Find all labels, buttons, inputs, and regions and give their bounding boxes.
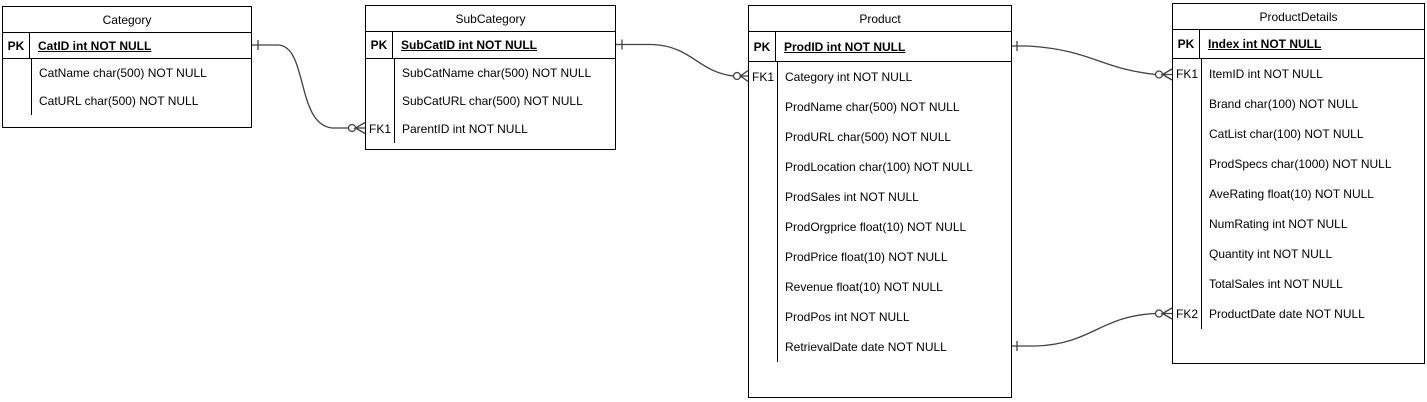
fk-badge bbox=[3, 87, 31, 115]
relationship-product-productdetails-itemid bbox=[1012, 41, 1172, 80]
table-row bbox=[749, 62, 1011, 92]
table-category bbox=[2, 6, 252, 128]
fk-badge bbox=[366, 59, 394, 87]
key-column-divider bbox=[777, 62, 778, 362]
relationship-path bbox=[252, 45, 349, 128]
field-label: CatList char(100) NOT NULL bbox=[1209, 127, 1364, 141]
fk-badge bbox=[749, 302, 777, 332]
table-row bbox=[1173, 119, 1424, 149]
fk-badge bbox=[749, 332, 777, 362]
fk-badge bbox=[1173, 239, 1201, 269]
field-label: ParentID int NOT NULL bbox=[402, 122, 528, 136]
relationship-path bbox=[1012, 46, 1156, 75]
table-subcategory bbox=[365, 5, 616, 150]
table-row bbox=[749, 212, 1011, 242]
crow-foot bbox=[1163, 69, 1173, 80]
key-column-divider bbox=[1201, 59, 1202, 329]
pk-field: Index int NOT NULL bbox=[1208, 37, 1322, 51]
zero-marker bbox=[734, 73, 741, 80]
table-row bbox=[1173, 89, 1424, 119]
fk-badge bbox=[749, 242, 777, 272]
fk-badge bbox=[1173, 269, 1201, 299]
table-row bbox=[749, 92, 1011, 122]
relationship-subcategory-product bbox=[616, 40, 748, 82]
fk-badge bbox=[749, 272, 777, 302]
field-label: ProdPrice float(10) NOT NULL bbox=[785, 250, 948, 264]
table-row bbox=[1173, 299, 1424, 329]
field-label: CatName char(500) NOT NULL bbox=[39, 66, 207, 80]
field-label: ProdOrgprice float(10) NOT NULL bbox=[785, 220, 967, 234]
table-row bbox=[366, 87, 615, 115]
field-label: ItemID int NOT NULL bbox=[1209, 67, 1323, 81]
table-row bbox=[1173, 179, 1424, 209]
field-label: AveRating float(10) NOT NULL bbox=[1209, 187, 1374, 201]
table-row bbox=[749, 302, 1011, 332]
field-label: ProductDate date NOT NULL bbox=[1209, 307, 1365, 321]
table-title: SubCategory bbox=[366, 6, 615, 32]
fk-badge bbox=[749, 182, 777, 212]
table-row bbox=[749, 152, 1011, 182]
field-label: SubCatName char(500) NOT NULL bbox=[402, 66, 592, 80]
fk-badge bbox=[749, 92, 777, 122]
pk-badge: PK bbox=[1173, 30, 1200, 58]
fk-badge bbox=[749, 212, 777, 242]
field-label: NumRating int NOT NULL bbox=[1209, 217, 1348, 231]
crow-foot bbox=[1163, 308, 1173, 319]
fk-badge bbox=[1173, 119, 1201, 149]
table-row bbox=[749, 332, 1011, 362]
fk-badge bbox=[749, 122, 777, 152]
pk-badge: PK bbox=[749, 32, 776, 61]
table-product bbox=[748, 5, 1012, 398]
fk-badge bbox=[3, 59, 31, 87]
field-label: Quantity int NOT NULL bbox=[1209, 247, 1333, 261]
zero-marker bbox=[1156, 71, 1163, 78]
crow-foot bbox=[356, 123, 366, 134]
table-productdetails bbox=[1172, 3, 1425, 364]
table-body bbox=[749, 62, 1011, 362]
fk-badge: FK1 bbox=[368, 122, 391, 136]
table-row bbox=[749, 242, 1011, 272]
field-label: Brand char(100) NOT NULL bbox=[1209, 97, 1359, 111]
field-label: CatURL char(500) NOT NULL bbox=[39, 94, 199, 108]
table-title: Category bbox=[3, 7, 251, 33]
field-label: ProdLocation char(100) NOT NULL bbox=[785, 160, 973, 174]
primary-key-row bbox=[1173, 30, 1424, 59]
field-label: RetrievalDate date NOT NULL bbox=[785, 340, 947, 354]
field-label: ProdPos int NOT NULL bbox=[785, 310, 910, 324]
fk-badge: FK1 bbox=[751, 70, 774, 84]
key-column-divider bbox=[31, 59, 32, 115]
table-row bbox=[3, 59, 251, 87]
table-row bbox=[749, 272, 1011, 302]
pk-field: SubCatID int NOT NULL bbox=[401, 38, 537, 52]
fk-badge bbox=[1173, 179, 1201, 209]
table-body bbox=[1173, 59, 1424, 329]
table-row bbox=[1173, 269, 1424, 299]
relationship-product-productdetails-date bbox=[1012, 308, 1172, 351]
relationship-path bbox=[1012, 314, 1156, 347]
fk-badge bbox=[1173, 89, 1201, 119]
table-row bbox=[1173, 149, 1424, 179]
table-row bbox=[749, 182, 1011, 212]
relationship-path bbox=[616, 45, 734, 77]
table-body bbox=[366, 59, 615, 143]
field-label: ProdURL char(500) NOT NULL bbox=[785, 130, 952, 144]
pk-field: CatID int NOT NULL bbox=[38, 38, 152, 53]
fk-badge bbox=[749, 152, 777, 182]
table-title: ProductDetails bbox=[1173, 4, 1424, 30]
table-row bbox=[1173, 59, 1424, 89]
field-label: ProdSpecs char(1000) NOT NULL bbox=[1209, 157, 1392, 171]
table-row bbox=[1173, 209, 1424, 239]
primary-key-row bbox=[3, 33, 251, 59]
primary-key-row bbox=[749, 32, 1011, 62]
table-row bbox=[366, 115, 615, 143]
field-label: Revenue float(10) NOT NULL bbox=[785, 280, 943, 294]
fk-badge: FK2 bbox=[1175, 307, 1198, 321]
crow-foot bbox=[741, 71, 749, 82]
zero-marker bbox=[1156, 310, 1163, 317]
table-row bbox=[1173, 239, 1424, 269]
table-title: Product bbox=[749, 6, 1011, 32]
table-row bbox=[366, 59, 615, 87]
field-label: TotalSales int NOT NULL bbox=[1209, 277, 1343, 291]
fk-badge bbox=[1173, 209, 1201, 239]
field-label: Category int NOT NULL bbox=[785, 70, 913, 84]
key-column-divider bbox=[394, 59, 395, 143]
fk-badge: FK1 bbox=[1175, 67, 1198, 81]
table-row bbox=[3, 87, 251, 115]
pk-field: ProdID int NOT NULL bbox=[784, 39, 906, 54]
field-label: SubCatURL char(500) NOT NULL bbox=[402, 94, 583, 108]
table-row bbox=[749, 122, 1011, 152]
field-label: ProdName char(500) NOT NULL bbox=[785, 100, 960, 114]
relationship-category-subcategory bbox=[252, 40, 365, 134]
fk-badge bbox=[366, 87, 394, 115]
field-label: ProdSales int NOT NULL bbox=[785, 190, 919, 204]
pk-badge: PK bbox=[3, 33, 30, 58]
primary-key-row bbox=[366, 32, 615, 59]
table-body bbox=[3, 59, 251, 115]
fk-badge bbox=[1173, 149, 1201, 179]
zero-marker bbox=[349, 125, 356, 132]
pk-badge: PK bbox=[366, 32, 393, 58]
